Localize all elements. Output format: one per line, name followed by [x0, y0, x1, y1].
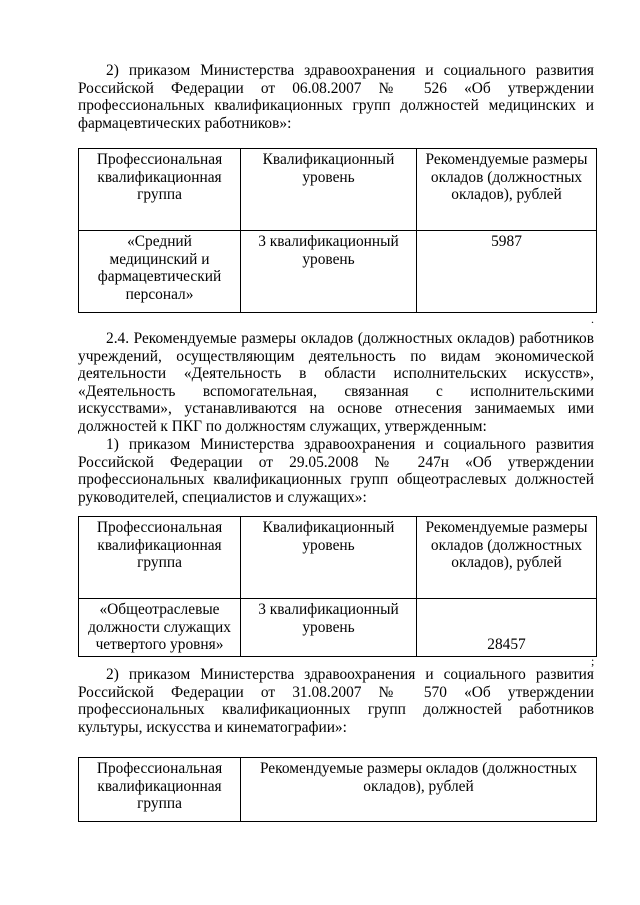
- table-row: [79, 599, 597, 657]
- header-cell-salary: Рекомендуемые размеры окладов (должностных окладов), рублей: [417, 517, 597, 599]
- cell-level: 3 квалификационный уровень: [241, 599, 417, 657]
- table-medical-salaries: [78, 148, 597, 313]
- table-row: [79, 231, 597, 313]
- cell-level: 3 квалификационный уровень: [241, 231, 417, 313]
- paragraph-order-247n: 1) приказом Министерства здравоохранения и социального развития Российской Федерации от 29.05.2008 № 247н «Об утверждении профессиональных квалификационных групп общеотраслевых должностей руководителей, специалистов и служащих»:: [78, 436, 594, 506]
- header-cell-group: Профессиональная квалификационная группа: [79, 758, 241, 822]
- header-cell-salary: Рекомендуемые размеры окладов (должностных окладов), рублей: [417, 149, 597, 231]
- paragraph-order-526: 2) приказом Министерства здравоохранения и социального развития Российской Федерации от 06.08.2007 № 526 «Об утверждении профессиональных квалификационных групп должностей медицинских и фармацевтических работников»:: [78, 62, 594, 132]
- table-header-row: [79, 149, 597, 231]
- header-cell-level: Квалификационный уровень: [241, 149, 417, 231]
- paragraph-2-4: 2.4. Рекомендуемые размеры окладов (должностных окладов) работников учреждений, осуществляющим деятельность по видам экономической деятельности «Деятельность в области исполнительских искусств», «Деятельность вспомогательная, связанная с исполнительскими искусствами», устанавливаются на основе отнесения занимаемых ими должностей к ПКГ по должностям служащих, утвержденным:: [78, 330, 594, 435]
- cell-salary: 5987: [417, 231, 597, 313]
- table-general-salaries: [78, 516, 597, 657]
- header-cell-group: Профессиональная квалификационная группа: [79, 149, 241, 231]
- header-cell-level: Квалификационный уровень: [241, 517, 417, 599]
- trailing-mark: ;: [591, 654, 595, 668]
- paragraph-order-570: 2) приказом Министерства здравоохранения и социального развития Российской Федерации от 31.08.2007 № 570 «Об утверждении профессиональных квалификационных групп должностей работников культуры, искусства и кинематографии»:: [78, 666, 594, 736]
- cell-group: «Общеотраслевые должности служащих четвертого уровня»: [79, 599, 241, 657]
- trailing-mark: .: [591, 312, 594, 326]
- cell-group: «Средний медицинский и фармацевтический персонал»: [79, 231, 241, 313]
- table-culture-salaries: [78, 757, 597, 822]
- header-cell-salary: Рекомендуемые размеры окладов (должностных окладов), рублей: [241, 758, 597, 822]
- header-cell-group: Профессиональная квалификационная группа: [79, 517, 241, 599]
- table-header-row: [79, 758, 597, 822]
- table-header-row: [79, 517, 597, 599]
- cell-salary: 28457: [417, 599, 597, 657]
